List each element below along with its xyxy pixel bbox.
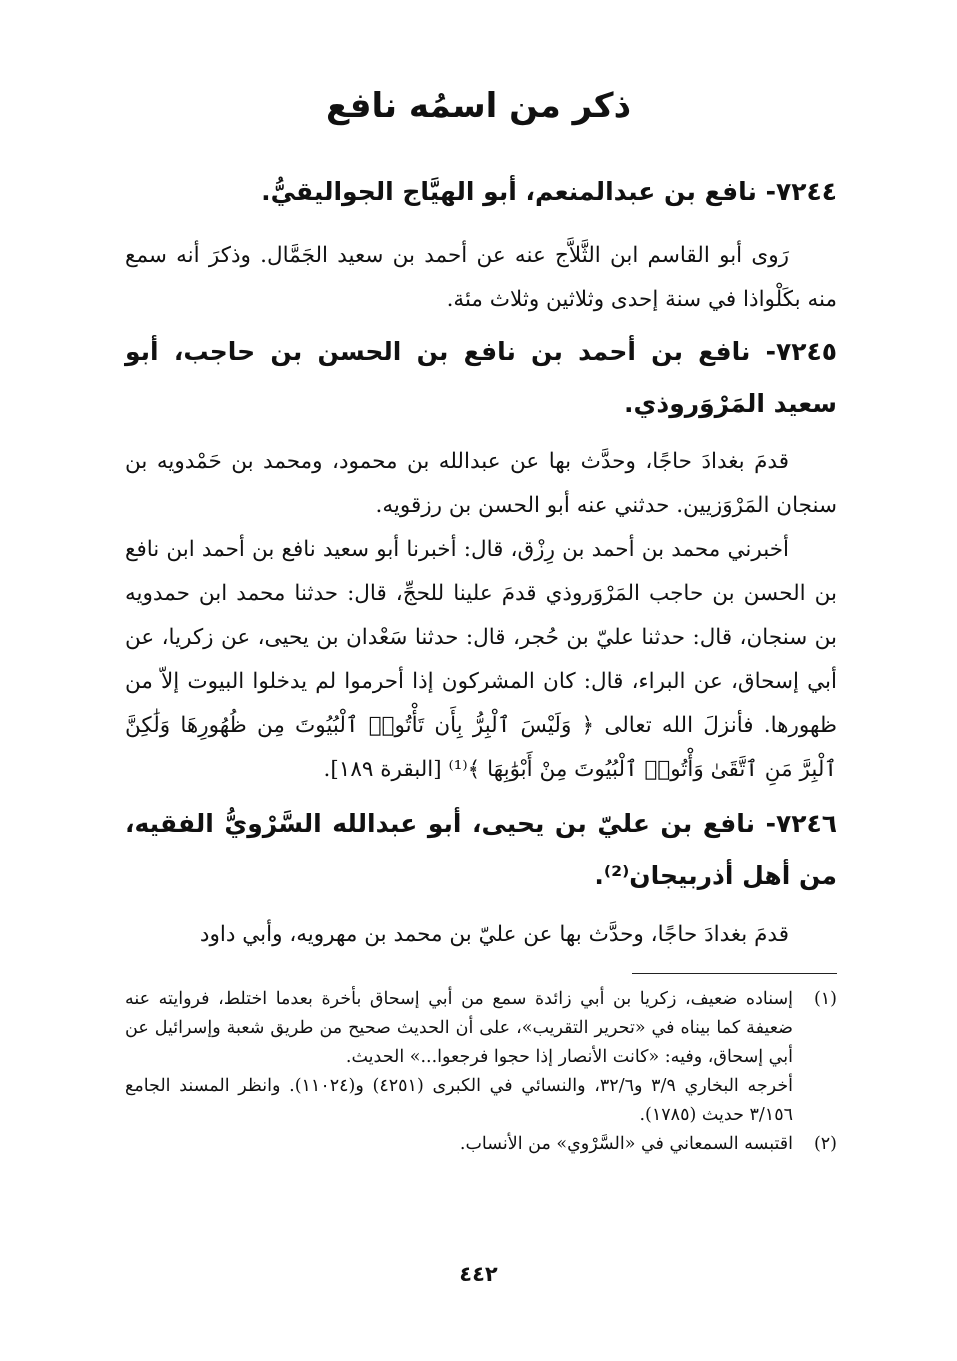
- footnote-divider: [632, 973, 837, 974]
- footnote-number: (١): [813, 989, 837, 1009]
- footnote-2: [125, 1130, 837, 1159]
- paragraph: قدمَ بغدادَ حاجًا، وحدَّث بها عن عليّ بن محمد بن مهرويه، وأبي داود: [199, 922, 789, 947]
- entry-7244-body: [125, 234, 837, 322]
- entry-7244: [125, 166, 837, 218]
- paragraph: أخبرني محمد بن أحمد بن رِزْق، قال: أخبرنا أبو سعيد نافع بن أحمد ابن نافع بن الحسن بن حاجب المَرْوَروذي قدمَ علينا للحجِّ، قال: حدثنا محمد ابن حمدويه بن سنجان، قال: حدثنا عليّ بن حُجر، قال: حدثنا سَعْدان بن يحيى، عن زكريا، عن أبي إسحاق، عن البراء، قال: كان المشركون إذا أحرموا لم يدخلوا البيوت إلاّ من ظهورها. فأنزلَ الله تعالى ﴿ وَلَيْسَ ٱلْبِرُّ بِأَن تَأْتُوا۟ ٱلْبُيُوتَ مِن ظُهُورِهَا وَلَٰكِنَّ ٱلْبِرَّ مَنِ ٱتَّقَىٰ وَأْتُوا۟ ٱلْبُيُوتَ مِنْ أَبْوَٰبِهَا ﴾⁽¹⁾ [البقرة ١٨٩].: [125, 537, 837, 782]
- entry-heading: ٧٢٤٤- نافع بن عبدالمنعم، أبو الهيَّاج الجواليقيُّ.: [261, 177, 837, 206]
- footnote-continuation: أخرجه البخاري ٣/٩ و٣٢/٦، والنسائي في الكبرى (٤٢٥١) و(١١٠٢٤). وانظر المسند الجامع ٣/١٥٦ حديث (١٧٨٥).: [125, 1076, 794, 1125]
- paragraph: قدمَ بغدادَ حاجًا، وحدَّث بها عن عبدالله بن محمود، ومحمد بن حَمْدويه بن سنجان المَرْوَزيين. حدثني عنه أبو الحسن بن رزقويه.: [125, 449, 837, 518]
- footnote-text: إسناده ضعيف، زكريا بن أبي زائدة سمع من أبي إسحاق بأخرة بعدما اختلط، فروايته عنه ضعيفة كما بيناه في «تحرير التقريب»، على أن الحديث صحيح من طريق شعبة وإسرائيل عن أبي إسحاق، وفيه: «كانت الأنصار إذا حجوا فرجعوا...» الحديث.: [125, 989, 793, 1067]
- entry-7245-heading: ٧٢٤٥- نافع بن أحمد بن نافع بن الحسن بن حاجب، أبو سعيد المَرْوَروذي.: [125, 337, 837, 418]
- entry-7245-body: [125, 440, 837, 792]
- footnote-text: اقتبسه السمعاني في «السَّرْوي» من الأنساب.: [459, 1134, 793, 1154]
- paragraph: رَوى أبو القاسم ابن الثَّلاَّج عنه عن أحمد بن سعيد الجَمَّال. وذكرَ أنه سمع منه بكَلْواذا في سنة إحدى وثلاثين وثلاث مئة.: [125, 243, 837, 312]
- footnote-number: (٢): [813, 1134, 837, 1154]
- chapter-title: ذكر من اسمُه نافع: [325, 86, 632, 126]
- page-number: ٤٤٢: [459, 1262, 498, 1286]
- entry-7246-body: [125, 913, 837, 957]
- entry-7246-heading: ٧٢٤٦- نافع بن عليّ بن يحيى، أبو عبدالله السَّرْويُّ الفقيه، من أهل أذربيجان⁽²⁾.: [125, 809, 837, 890]
- footnote-1: [125, 985, 837, 1072]
- footnotes: [125, 985, 837, 1159]
